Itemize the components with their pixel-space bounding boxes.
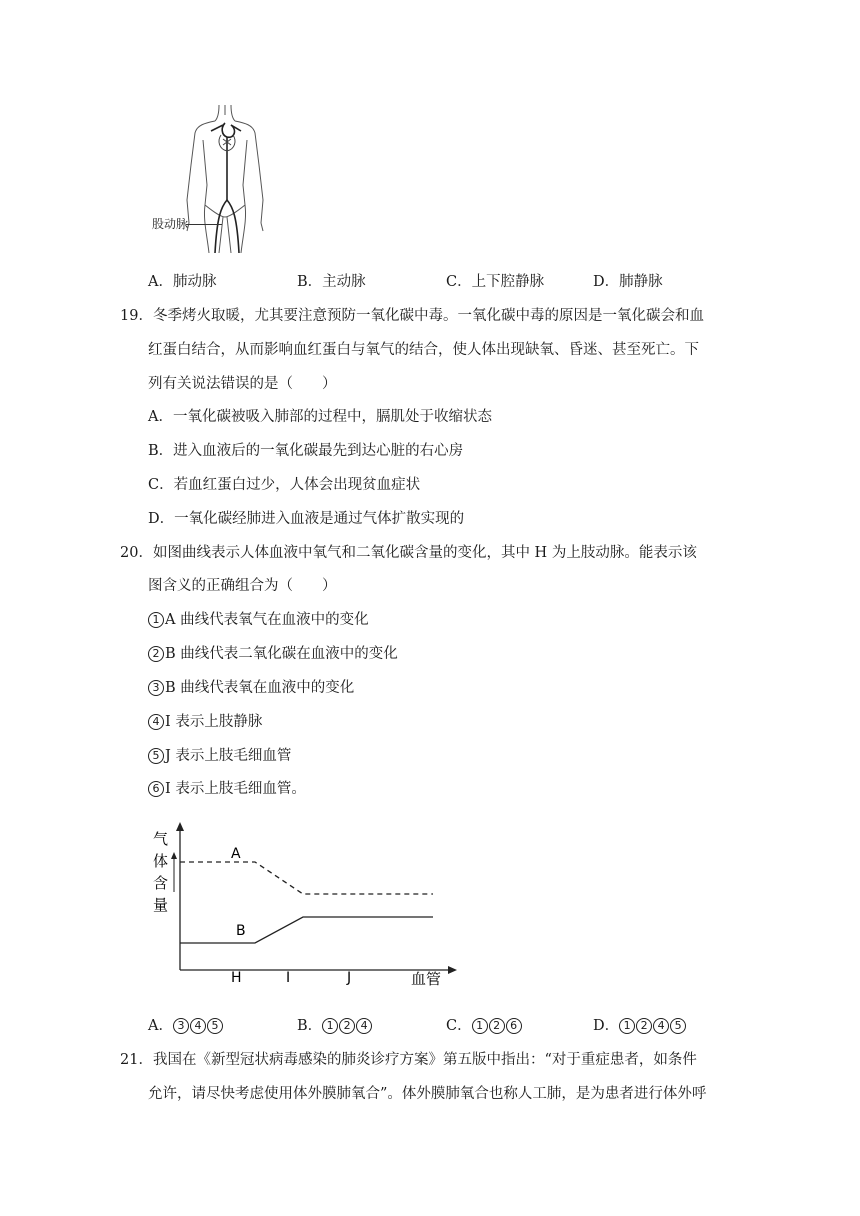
q18-option-d[interactable]: D．肺静脉 [593,274,663,290]
y-axis-arrow [176,822,184,831]
gas-content-chart [145,822,470,994]
curve-a [180,862,433,894]
curve-b-label: B [236,923,246,939]
circled-number: 1 [148,612,164,628]
q19-line-2: 红蛋白结合，从而影响血红蛋白与氧气的结合，使人体出现缺氧、昏迷、甚至死亡。下 [148,342,699,358]
q18-option-b[interactable]: B．主动脉 [297,274,366,290]
q19-option-b[interactable]: B．进入血液后的一氧化碳最先到达心脏的右心房 [148,443,464,459]
q19-line-3: 列有关说法错误的是（ ） [148,376,337,392]
q20-statement-4: 4 I 表示上肢静脉 [148,710,262,731]
x-tick-label: H [231,970,242,986]
q20-option-b[interactable]: B． 1 2 4 [297,1014,373,1035]
q21-number: 21． [120,1052,153,1068]
femoral-artery-pointer [186,224,222,225]
q21-line-1: 21．我国在《新型冠状病毒感染的肺炎诊疗方案》第五版中指出：“对于重症患者，如条件 [120,1052,697,1068]
q20-option-d[interactable]: D． 1 2 4 5 [593,1014,687,1035]
q19-option-d[interactable]: D．一氧化碳经肺进入血液是通过气体扩散实现的 [148,511,465,527]
q20-statement-6: 6 I 表示上肢毛细血管。 [148,777,306,798]
circled-number: 3 [148,680,164,696]
q20-statement-5: 5 J 表示上肢毛细血管 [148,744,291,765]
q18-option-a[interactable]: A．肺动脉 [148,274,217,290]
chart-xlabel: 血管 [411,970,442,988]
q19-number: 19． [120,308,153,324]
circled-number: 5 [148,748,164,764]
q20-line-1: 20．如图曲线表示人体血液中氧气和二氧化碳含量的变化，其中 H 为上肢动脉。能表示该 [120,545,697,561]
ylabel-arrow-head [171,852,177,859]
q18-option-c[interactable]: C．上下腔静脉 [446,274,545,290]
circled-number: 6 [148,781,164,797]
q20-number: 20． [120,545,153,561]
x-axis-arrow [448,966,457,974]
q20-statement-2: 2 B 曲线代表二氧化碳在血液中的变化 [148,642,398,663]
femoral-artery-label: 股动脉 [152,217,189,231]
chart-ylabel-char: 量 [153,896,169,914]
q19-line-1: 19．冬季烤火取暖，尤其要注意预防一氧化碳中毒。一氧化碳中毒的原因是一氧化碳会和血 [120,308,704,324]
q19-option-a[interactable]: A．一氧化碳被吸入肺部的过程中，膈肌处于收缩状态 [148,409,492,425]
q20-option-a[interactable]: A． 3 4 5 [148,1014,224,1035]
q20-option-c[interactable]: C． 1 2 6 [446,1014,523,1035]
curve-a-label: A [231,846,241,862]
circled-number: 2 [148,646,164,662]
x-tick-label: J [347,970,352,986]
q19-option-c[interactable]: C．若血红蛋白过少，人体会出现贫血症状 [148,477,421,493]
body-artery-figure [145,105,305,255]
chart-ylabel-char: 含 [153,874,169,892]
q20-statement-1: 1 A 曲线代表氧气在血液中的变化 [148,608,369,629]
x-tick-label: I [286,970,291,986]
chart-ylabel-char: 体 [153,852,169,870]
q21-line-2: 允许，请尽快考虑使用体外膜肺氧合”。体外膜肺氧合也称人工肺，是为患者进行体外呼 [148,1086,707,1102]
circled-number: 4 [148,714,164,730]
chart-ylabel-char: 气 [153,830,169,848]
curve-b [180,917,433,943]
q20-line-2: 图含义的正确组合为（ ） [148,578,337,594]
q20-statement-3: 3 B 曲线代表氧在血液中的变化 [148,676,354,697]
